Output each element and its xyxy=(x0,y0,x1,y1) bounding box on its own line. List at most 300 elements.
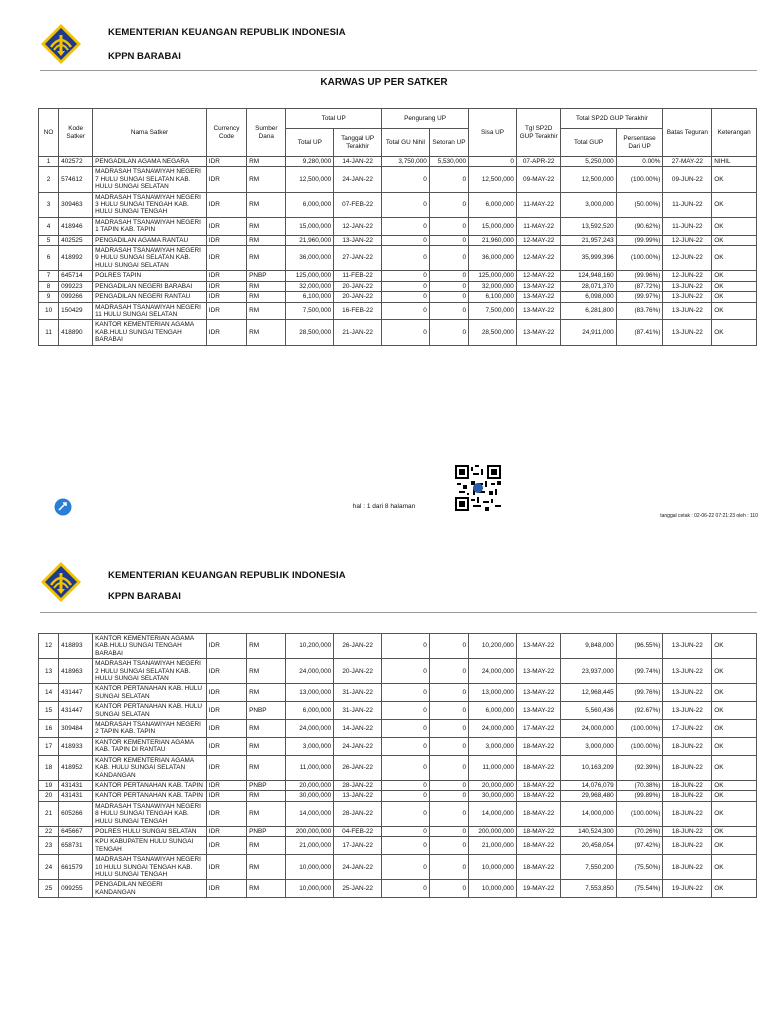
cell-sisa-up: 30,000,000 xyxy=(469,791,517,801)
cell-setoran-up: 0 xyxy=(429,634,468,659)
cell-nama-satker: MADRASAH TSANAWIYAH NEGERI 2 TAPIN KAB. TAPIN xyxy=(93,720,207,738)
cell-batas-teguran: 13-JUN-22 xyxy=(663,302,712,320)
cell-tgl-sp2d: 19-MAY-22 xyxy=(516,880,561,898)
cell-persentase: (92.67%) xyxy=(616,702,663,720)
cell-tanggal-up: 31-JAN-22 xyxy=(334,684,382,702)
cell-setoran-up: 0 xyxy=(429,192,468,217)
cell-tgl-sp2d: 13-MAY-22 xyxy=(516,659,561,684)
cell-batas-teguran: 11-JUN-22 xyxy=(663,192,712,217)
cell-keterangan: OK xyxy=(712,271,757,281)
cell-tanggal-up: 31-JAN-22 xyxy=(334,702,382,720)
cell-sumber-dana: RM xyxy=(247,246,286,271)
cell-keterangan: OK xyxy=(712,302,757,320)
cell-batas-teguran: 13-JUN-22 xyxy=(663,320,712,345)
cell-sisa-up: 24,000,000 xyxy=(469,720,517,738)
table-row xyxy=(39,292,757,302)
cell-persentase: (100.00%) xyxy=(616,167,663,192)
cell-tanggal-up: 24-JAN-22 xyxy=(334,737,382,755)
cell-total-gu: 0 xyxy=(382,271,430,281)
cell-persentase: (99.74%) xyxy=(616,659,663,684)
cell-batas-teguran: 13-JUN-22 xyxy=(663,292,712,302)
cell-sisa-up: 125,000,000 xyxy=(469,271,517,281)
cell-keterangan: OK xyxy=(712,755,757,780)
cell-tgl-sp2d: 13-MAY-22 xyxy=(516,292,561,302)
cell-no: 1 xyxy=(39,157,59,167)
cell-nama-satker: MADRASAH TSANAWIYAH NEGERI 2 HULU SUNGAI SELATAN KAB. HULU SUNGAI SELATAN xyxy=(93,659,207,684)
cell-tgl-sp2d: 18-MAY-22 xyxy=(516,755,561,780)
cell-sumber-dana: RM xyxy=(247,837,286,855)
cell-persentase: (99.96%) xyxy=(616,271,663,281)
cell-total-gup: 14,076,079 xyxy=(561,780,616,790)
col-nama-satker: Nama Satker xyxy=(93,109,207,157)
table-row xyxy=(39,281,757,291)
cell-tgl-sp2d: 18-MAY-22 xyxy=(516,737,561,755)
cell-setoran-up: 0 xyxy=(429,780,468,790)
cell-currency: IDR xyxy=(206,634,246,659)
cell-nama-satker: KANTOR PERTANAHAN KAB. HULU SUNGAI SELATAN xyxy=(93,684,207,702)
cell-tanggal-up: 11-FEB-22 xyxy=(334,271,382,281)
cell-tgl-sp2d: 12-MAY-22 xyxy=(516,246,561,271)
cell-keterangan: NIHIL xyxy=(712,157,757,167)
cell-no: 23 xyxy=(39,837,59,855)
cell-total-gup: 3,000,000 xyxy=(561,737,616,755)
cell-total-up: 6,000,000 xyxy=(286,702,334,720)
cell-kode-satker: 309463 xyxy=(59,192,93,217)
cell-tgl-sp2d: 13-MAY-22 xyxy=(516,634,561,659)
cell-nama-satker: MADRASAH TSANAWIYAH NEGERI 1 TAPIN KAB. TAPIN xyxy=(93,217,207,235)
cell-no: 6 xyxy=(39,246,59,271)
cell-total-up: 32,000,000 xyxy=(286,281,334,291)
cell-tanggal-up: 20-JAN-22 xyxy=(334,292,382,302)
cell-keterangan: OK xyxy=(712,720,757,738)
cell-tgl-sp2d: 18-MAY-22 xyxy=(516,855,561,880)
cell-sisa-up: 28,500,000 xyxy=(469,320,517,345)
cell-keterangan: OK xyxy=(712,737,757,755)
cell-total-gup: 124,948,160 xyxy=(561,271,616,281)
cell-kode-satker: 402525 xyxy=(59,235,93,245)
cell-persentase: (92.39%) xyxy=(616,755,663,780)
cell-kode-satker: 605266 xyxy=(59,801,93,826)
col-persentase: Persentase Dari UP xyxy=(616,129,663,157)
cell-keterangan: OK xyxy=(712,880,757,898)
cell-tanggal-up: 26-JAN-22 xyxy=(334,755,382,780)
cell-persentase: (99.97%) xyxy=(616,292,663,302)
cell-batas-teguran: 13-JUN-22 xyxy=(663,634,712,659)
cell-kode-satker: 431431 xyxy=(59,791,93,801)
cell-total-up: 21,000,000 xyxy=(286,837,334,855)
cell-currency: IDR xyxy=(206,702,246,720)
cell-persentase: (83.76%) xyxy=(616,302,663,320)
cell-kode-satker: 418893 xyxy=(59,634,93,659)
cell-persentase: (87.72%) xyxy=(616,281,663,291)
cell-total-up: 7,500,000 xyxy=(286,302,334,320)
cell-no: 12 xyxy=(39,634,59,659)
cell-total-gu: 0 xyxy=(382,634,430,659)
cell-setoran-up: 0 xyxy=(429,755,468,780)
qr-code-icon xyxy=(455,465,501,511)
col-total-up: Total UP xyxy=(286,129,334,157)
header-divider xyxy=(40,70,757,71)
cell-total-gup: 7,550,200 xyxy=(561,855,616,880)
cell-sisa-up: 12,500,000 xyxy=(469,167,517,192)
cell-setoran-up: 0 xyxy=(429,292,468,302)
cell-total-gup: 3,000,000 xyxy=(561,192,616,217)
cell-sisa-up: 7,500,000 xyxy=(469,302,517,320)
table-row xyxy=(39,217,757,235)
cell-tanggal-up: 26-JAN-22 xyxy=(334,634,382,659)
cell-tanggal-up: 13-JAN-22 xyxy=(334,791,382,801)
cell-persentase: (75.50%) xyxy=(616,855,663,880)
cell-total-gup: 13,592,520 xyxy=(561,217,616,235)
cell-total-up: 13,000,000 xyxy=(286,684,334,702)
cell-tgl-sp2d: 12-MAY-22 xyxy=(516,271,561,281)
cell-sisa-up: 6,100,000 xyxy=(469,292,517,302)
col-no: NO xyxy=(39,109,59,157)
cell-total-up: 10,000,000 xyxy=(286,880,334,898)
cell-total-up: 24,000,000 xyxy=(286,720,334,738)
cell-nama-satker: MADRASAH TSANAWIYAH NEGERI 7 HULU SUNGAI SELATAN KAB. HULU SUNGAI SELATAN xyxy=(93,167,207,192)
cell-no: 15 xyxy=(39,702,59,720)
col-setoran-up: Setoran UP xyxy=(429,129,468,157)
table-body-page-2 xyxy=(39,634,757,898)
cell-no: 24 xyxy=(39,855,59,880)
cell-persentase: (99.99%) xyxy=(616,235,663,245)
cell-currency: IDR xyxy=(206,281,246,291)
cell-nama-satker: KANTOR PERTANAHAN KAB. TAPIN xyxy=(93,791,207,801)
cell-persentase: (50.00%) xyxy=(616,192,663,217)
col-sisa-up: Sisa UP xyxy=(469,109,517,157)
cell-sumber-dana: RM xyxy=(247,755,286,780)
cell-batas-teguran: 12-JUN-22 xyxy=(663,271,712,281)
table-row xyxy=(39,659,757,684)
cell-no: 18 xyxy=(39,755,59,780)
cell-kode-satker: 402572 xyxy=(59,157,93,167)
cell-batas-teguran: 13-JUN-22 xyxy=(663,659,712,684)
col-tanggal-up: Tanggal UP Terakhir xyxy=(334,129,382,157)
cell-tgl-sp2d: 07-APR-22 xyxy=(516,157,561,167)
print-info: tanggal cetak : 02-06-22 07:21:23 oleh : 110 xyxy=(660,513,758,519)
cell-sisa-up: 15,000,000 xyxy=(469,217,517,235)
col-group-total-up: Total UP xyxy=(286,109,382,129)
cell-nama-satker: KANTOR PERTANAHAN KAB. TAPIN xyxy=(93,780,207,790)
unit-name: KPPN BARABAI xyxy=(108,591,181,602)
cell-keterangan: OK xyxy=(712,246,757,271)
cell-total-up: 9,280,000 xyxy=(286,157,334,167)
cell-sisa-up: 36,000,000 xyxy=(469,246,517,271)
cell-nama-satker: KANTOR PERTANAHAN KAB. HULU SUNGAI SELATAN xyxy=(93,702,207,720)
cell-tanggal-up: 21-JAN-22 xyxy=(334,320,382,345)
table-row xyxy=(39,880,757,898)
cell-keterangan: OK xyxy=(712,791,757,801)
cell-tanggal-up: 17-JAN-22 xyxy=(334,837,382,855)
cell-setoran-up: 0 xyxy=(429,217,468,235)
cell-persentase: (99.89%) xyxy=(616,791,663,801)
cell-total-gup: 9,848,000 xyxy=(561,634,616,659)
cell-tgl-sp2d: 18-MAY-22 xyxy=(516,801,561,826)
cell-sisa-up: 24,000,000 xyxy=(469,659,517,684)
cell-nama-satker: KPU KABUPATEN HULU SUNGAI TENGAH xyxy=(93,837,207,855)
cell-kode-satker: 418946 xyxy=(59,217,93,235)
cell-sisa-up: 3,000,000 xyxy=(469,737,517,755)
cell-currency: IDR xyxy=(206,855,246,880)
cell-total-gu: 0 xyxy=(382,702,430,720)
cell-currency: IDR xyxy=(206,271,246,281)
cell-sisa-up: 11,000,000 xyxy=(469,755,517,780)
cell-setoran-up: 0 xyxy=(429,837,468,855)
cell-setoran-up: 0 xyxy=(429,302,468,320)
cell-total-gup: 5,560,436 xyxy=(561,702,616,720)
cell-currency: IDR xyxy=(206,780,246,790)
cell-no: 16 xyxy=(39,720,59,738)
cell-total-gu: 0 xyxy=(382,217,430,235)
cell-total-gup: 7,553,850 xyxy=(561,880,616,898)
cell-kode-satker: 431447 xyxy=(59,684,93,702)
cell-kode-satker: 645667 xyxy=(59,826,93,836)
cell-total-up: 24,000,000 xyxy=(286,659,334,684)
cell-tanggal-up: 24-JAN-22 xyxy=(334,167,382,192)
cell-total-gup: 5,250,000 xyxy=(561,157,616,167)
cell-tanggal-up: 27-JAN-22 xyxy=(334,246,382,271)
cell-no: 17 xyxy=(39,737,59,755)
cell-currency: IDR xyxy=(206,217,246,235)
cell-sumber-dana: RM xyxy=(247,281,286,291)
table-row xyxy=(39,271,757,281)
cell-keterangan: OK xyxy=(712,855,757,880)
cell-keterangan: OK xyxy=(712,217,757,235)
cell-total-gu: 0 xyxy=(382,737,430,755)
cell-batas-teguran: 18-JUN-22 xyxy=(663,826,712,836)
org-name: KEMENTERIAN KEUANGAN REPUBLIK INDONESIA xyxy=(108,27,346,38)
cell-sumber-dana: RM xyxy=(247,737,286,755)
cell-tgl-sp2d: 12-MAY-22 xyxy=(516,235,561,245)
cell-total-gu: 0 xyxy=(382,801,430,826)
cell-nama-satker: KANTOR KEMENTERIAN AGAMA KAB. HULU SUNGAI SELATAN KANDANGAN xyxy=(93,755,207,780)
cell-nama-satker: KANTOR KEMENTERIAN AGAMA KAB.HULU SUNGAI TENGAH BARABAI xyxy=(93,634,207,659)
cell-batas-teguran: 18-JUN-22 xyxy=(663,837,712,855)
cell-keterangan: OK xyxy=(712,801,757,826)
cell-sumber-dana: RM xyxy=(247,855,286,880)
cell-total-gup: 21,957,243 xyxy=(561,235,616,245)
table-row xyxy=(39,684,757,702)
cell-total-gu: 0 xyxy=(382,780,430,790)
cell-kode-satker: 099223 xyxy=(59,281,93,291)
table-body-page-1 xyxy=(39,157,757,346)
cell-tanggal-up: 13-JAN-22 xyxy=(334,235,382,245)
kemenkeu-logo-icon xyxy=(40,23,82,65)
cell-tanggal-up: 07-FEB-22 xyxy=(334,192,382,217)
cell-setoran-up: 0 xyxy=(429,801,468,826)
cell-setoran-up: 0 xyxy=(429,880,468,898)
cell-total-up: 14,000,000 xyxy=(286,801,334,826)
cell-keterangan: OK xyxy=(712,292,757,302)
cell-currency: IDR xyxy=(206,157,246,167)
col-total-gu: Total GU Nihil xyxy=(382,129,430,157)
cell-total-gup: 14,000,000 xyxy=(561,801,616,826)
cell-sumber-dana: RM xyxy=(247,659,286,684)
report-page-2 xyxy=(0,545,768,1024)
cell-kode-satker: 661579 xyxy=(59,855,93,880)
cell-sisa-up: 10,200,000 xyxy=(469,634,517,659)
page-indicator: hal : 1 dari 8 halaman xyxy=(352,503,416,510)
cell-total-up: 36,000,000 xyxy=(286,246,334,271)
cell-batas-teguran: 18-JUN-22 xyxy=(663,755,712,780)
cell-total-up: 20,000,000 xyxy=(286,780,334,790)
cell-tgl-sp2d: 13-MAY-22 xyxy=(516,702,561,720)
table-row xyxy=(39,235,757,245)
cell-total-up: 125,000,000 xyxy=(286,271,334,281)
cell-total-up: 10,200,000 xyxy=(286,634,334,659)
cell-no: 5 xyxy=(39,235,59,245)
cell-persentase: (96.55%) xyxy=(616,634,663,659)
cell-nama-satker: POLRES HULU SUNGAI SELATAN xyxy=(93,826,207,836)
cell-keterangan: OK xyxy=(712,320,757,345)
cell-kode-satker: 658731 xyxy=(59,837,93,855)
col-total-gup: Total GUP xyxy=(561,129,616,157)
col-batas-teguran: Batas Teguran xyxy=(663,109,712,157)
cell-tgl-sp2d: 11-MAY-22 xyxy=(516,192,561,217)
cell-sumber-dana: PNBP xyxy=(247,826,286,836)
cell-persentase: (97.42%) xyxy=(616,837,663,855)
cell-kode-satker: 645714 xyxy=(59,271,93,281)
cell-tgl-sp2d: 18-MAY-22 xyxy=(516,780,561,790)
cell-tanggal-up: 16-FEB-22 xyxy=(334,302,382,320)
cell-sumber-dana: RM xyxy=(247,684,286,702)
col-kode-satker: Kode Satker xyxy=(59,109,93,157)
cell-sumber-dana: RM xyxy=(247,791,286,801)
cell-keterangan: OK xyxy=(712,634,757,659)
table-row xyxy=(39,720,757,738)
cell-no: 8 xyxy=(39,281,59,291)
cell-total-up: 28,500,000 xyxy=(286,320,334,345)
cell-setoran-up: 0 xyxy=(429,281,468,291)
cell-nama-satker: PENGADILAN NEGERI RANTAU xyxy=(93,292,207,302)
cell-kode-satker: 418890 xyxy=(59,320,93,345)
cell-no: 25 xyxy=(39,880,59,898)
cell-total-gup: 24,000,000 xyxy=(561,720,616,738)
cell-total-gu: 0 xyxy=(382,320,430,345)
cell-batas-teguran: 17-JUN-22 xyxy=(663,720,712,738)
cell-setoran-up: 0 xyxy=(429,235,468,245)
cell-sumber-dana: RM xyxy=(247,217,286,235)
cell-total-gu: 0 xyxy=(382,880,430,898)
cell-sisa-up: 10,000,000 xyxy=(469,880,517,898)
cell-tgl-sp2d: 13-MAY-22 xyxy=(516,281,561,291)
cell-total-gu: 0 xyxy=(382,167,430,192)
cell-total-gup: 140,524,300 xyxy=(561,826,616,836)
col-sumber-dana: Sumber Dana xyxy=(247,109,286,157)
cell-currency: IDR xyxy=(206,246,246,271)
cell-batas-teguran: 12-JUN-22 xyxy=(663,246,712,271)
col-currency: Currency Code xyxy=(206,109,246,157)
cell-tanggal-up: 04-FEB-22 xyxy=(334,826,382,836)
cell-tgl-sp2d: 18-MAY-22 xyxy=(516,791,561,801)
table-row xyxy=(39,801,757,826)
cell-total-gup: 12,500,000 xyxy=(561,167,616,192)
cell-keterangan: OK xyxy=(712,837,757,855)
cell-total-gu: 0 xyxy=(382,837,430,855)
cell-tgl-sp2d: 13-MAY-22 xyxy=(516,684,561,702)
cell-batas-teguran: 13-JUN-22 xyxy=(663,702,712,720)
cell-total-gup: 23,937,000 xyxy=(561,659,616,684)
cell-setoran-up: 0 xyxy=(429,702,468,720)
cell-persentase: (70.26%) xyxy=(616,826,663,836)
cell-batas-teguran: 18-JUN-22 xyxy=(663,801,712,826)
up-table-page-1 xyxy=(38,108,757,346)
cell-total-gup: 28,071,370 xyxy=(561,281,616,291)
cell-keterangan: OK xyxy=(712,167,757,192)
cell-currency: IDR xyxy=(206,801,246,826)
up-table-page-2 xyxy=(38,633,757,898)
cell-persentase: (100.00%) xyxy=(616,801,663,826)
cell-kode-satker: 309484 xyxy=(59,720,93,738)
table-row xyxy=(39,755,757,780)
cell-sumber-dana: RM xyxy=(247,157,286,167)
cell-sumber-dana: RM xyxy=(247,880,286,898)
cell-setoran-up: 0 xyxy=(429,855,468,880)
cell-sumber-dana: PNBP xyxy=(247,271,286,281)
cell-currency: IDR xyxy=(206,720,246,738)
cell-batas-teguran: 12-JUN-22 xyxy=(663,235,712,245)
cell-total-gu: 0 xyxy=(382,855,430,880)
cell-kode-satker: 418963 xyxy=(59,659,93,684)
table-row xyxy=(39,634,757,659)
table-row xyxy=(39,246,757,271)
table-row xyxy=(39,157,757,167)
cell-sumber-dana: RM xyxy=(247,192,286,217)
cell-setoran-up: 0 xyxy=(429,659,468,684)
cell-total-gup: 24,911,000 xyxy=(561,320,616,345)
cell-keterangan: OK xyxy=(712,684,757,702)
cell-tanggal-up: 20-JAN-22 xyxy=(334,659,382,684)
cell-setoran-up: 0 xyxy=(429,684,468,702)
cell-total-gu: 0 xyxy=(382,192,430,217)
cell-nama-satker: MADRASAH TSANAWIYAH NEGERI 8 HULU SUNGAI TENGAH KAB. HULU SUNGAI TENGAH xyxy=(93,801,207,826)
table-row xyxy=(39,826,757,836)
cell-no: 11 xyxy=(39,320,59,345)
cell-batas-teguran: 09-JUN-22 xyxy=(663,167,712,192)
cell-total-gu: 0 xyxy=(382,235,430,245)
cell-no: 13 xyxy=(39,659,59,684)
cell-kode-satker: 418992 xyxy=(59,246,93,271)
cell-total-up: 10,000,000 xyxy=(286,855,334,880)
cell-total-up: 11,000,000 xyxy=(286,755,334,780)
cell-keterangan: OK xyxy=(712,780,757,790)
cell-no: 21 xyxy=(39,801,59,826)
cell-sumber-dana: RM xyxy=(247,720,286,738)
cell-currency: IDR xyxy=(206,302,246,320)
cell-currency: IDR xyxy=(206,791,246,801)
cell-setoran-up: 0 xyxy=(429,271,468,281)
cell-total-up: 21,960,000 xyxy=(286,235,334,245)
cell-setoran-up: 0 xyxy=(429,320,468,345)
cell-batas-teguran: 11-JUN-22 xyxy=(663,217,712,235)
cell-tanggal-up: 14-JAN-22 xyxy=(334,157,382,167)
cell-currency: IDR xyxy=(206,192,246,217)
cell-nama-satker: MADRASAH TSANAWIYAH NEGERI 9 HULU SUNGAI SELATAN KAB. HULU SUNGAI SELATAN xyxy=(93,246,207,271)
cell-sisa-up: 14,000,000 xyxy=(469,801,517,826)
cell-total-gu: 0 xyxy=(382,246,430,271)
cell-currency: IDR xyxy=(206,659,246,684)
table-row xyxy=(39,320,757,345)
cell-total-gu: 0 xyxy=(382,302,430,320)
cell-total-up: 200,000,000 xyxy=(286,826,334,836)
cell-persentase: (87.41%) xyxy=(616,320,663,345)
cell-tgl-sp2d: 13-MAY-22 xyxy=(516,302,561,320)
cell-total-gup: 12,968,445 xyxy=(561,684,616,702)
cell-kode-satker: 150429 xyxy=(59,302,93,320)
cell-sisa-up: 21,000,000 xyxy=(469,837,517,855)
cell-persentase: (100.00%) xyxy=(616,737,663,755)
